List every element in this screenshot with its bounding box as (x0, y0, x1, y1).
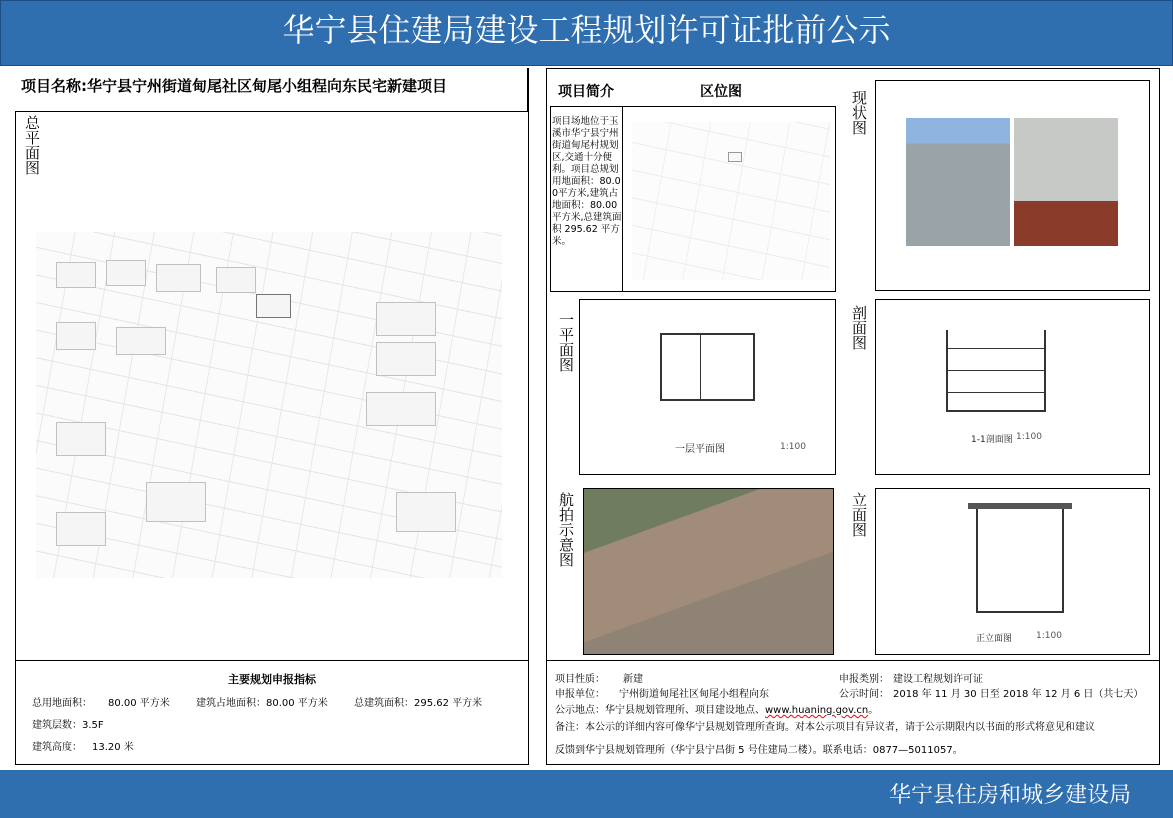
height-label: 建筑高度： (32, 742, 82, 753)
footer-org: 华宁县住房和城乡建设局 (888, 783, 1131, 808)
elevation-caption: 正立面图 (976, 634, 1013, 644)
remark-line-2: 反馈到华宁县规划管理所（华宁县宁昌街 5 号住建局二楼）。联系电话：0877—5011057。 (555, 745, 963, 756)
type-value: 建设工程规划许可证 (893, 674, 983, 685)
aerial-label: 航拍示意图 (557, 492, 575, 567)
type-label: 申报类别： (839, 674, 889, 685)
remark-line-1: 备注：本公示的详细内容可像华宁县规划管理所查询。对本公示项目有异议者，请于公示期限内以书面的形式将意见和建议 (555, 722, 1095, 733)
indicators-panel (15, 660, 529, 765)
site-plan-label: 总平面图 (23, 115, 41, 175)
project-name-box (15, 68, 528, 112)
site-plan-image (36, 232, 502, 578)
gfa: 总建筑面积：295.62 平方米 (354, 698, 483, 709)
place: 公示地点：华宁县规划管理所、项目建设地点、 (555, 705, 765, 716)
photo-1 (906, 118, 1010, 246)
page-header (0, 0, 1173, 66)
info-panel: 项目性质： 新建 申报类别： 建设工程规划许可证 申报单位： 宁州街道甸尾社区甸尾小组程向东 公示时间： 2018 年 11 月 30 日至 2018 年 12 月 6 日（共七天） 公示地点：华宁县规划管理所、项目建设地点、www.huaning.gov.cn。 备注：本公示的详细内容可像华宁县规划管理所查询。对本公示项目有异议者，请于公示期限内以书面的形式将意见和建议 反馈到华宁县规划管理所（华宁县宁昌街 5 号住建局二楼）。联系电话：0877—5011057。 (546, 660, 1160, 765)
photo-2 (1014, 118, 1118, 246)
total-land-value: 80.00 平方米 (108, 698, 170, 709)
nature-value: 新建 (623, 674, 643, 685)
elevation-scale: 1:100 (1036, 631, 1062, 641)
section-caption: 1-1剖面图 (971, 435, 1013, 445)
floor-plan-drawing (579, 299, 836, 475)
elevation-label: 立面图 (850, 492, 868, 537)
floor-scale: 1:100 (780, 442, 806, 452)
section-scale: 1:100 (1016, 432, 1042, 442)
unit-label: 申报单位： (555, 689, 605, 700)
aerial-photo (583, 488, 834, 655)
footprint: 建筑占地面积：80.00 平方米 (196, 698, 328, 709)
intro-heading: 项目简介 (558, 84, 614, 100)
project-name: 项目名称:华宁县宁州街道甸尾社区甸尾小组程向东民宅新建项目 (21, 77, 448, 95)
section-label: 剖面图 (850, 305, 868, 350)
location-heading: 区位图 (700, 84, 742, 100)
elevation-drawing (875, 488, 1150, 655)
page-footer (0, 770, 1173, 818)
unit-value: 宁州街道甸尾社区甸尾小组程向东 (619, 689, 769, 700)
total-land-label: 总用地面积： (32, 698, 92, 709)
section-drawing (875, 299, 1150, 475)
location-map (632, 122, 830, 280)
floors: 建筑层数：3.5F (32, 720, 104, 731)
floor-caption: 一层平面图 (675, 444, 725, 455)
nature-label: 项目性质： (555, 674, 605, 685)
intro-text: 项目场地位于玉溪市华宁县宁州街道甸尾村规划区,交通十分便利。项目总规划用地面积：80.00平方米,建筑占地面积：80.00平方米,总建筑面积 295.62 平方米。 (552, 116, 622, 247)
current-photos (875, 80, 1150, 291)
current-label: 现状图 (850, 90, 868, 135)
floor-plan-label: 一平面图 (557, 312, 575, 372)
time-value: 2018 年 11 月 30 日至 2018 年 12 月 6 日（共七天） (893, 689, 1144, 700)
page-title: 华宁县住建局建设工程规划许可证批前公示 (282, 11, 891, 49)
height-value: 13.20 米 (92, 742, 134, 753)
website-link[interactable]: www.huaning.gov.cn (765, 705, 869, 716)
time-label: 公示时间： (839, 689, 889, 700)
indicators-title: 主要规划申报指标 (228, 673, 316, 686)
